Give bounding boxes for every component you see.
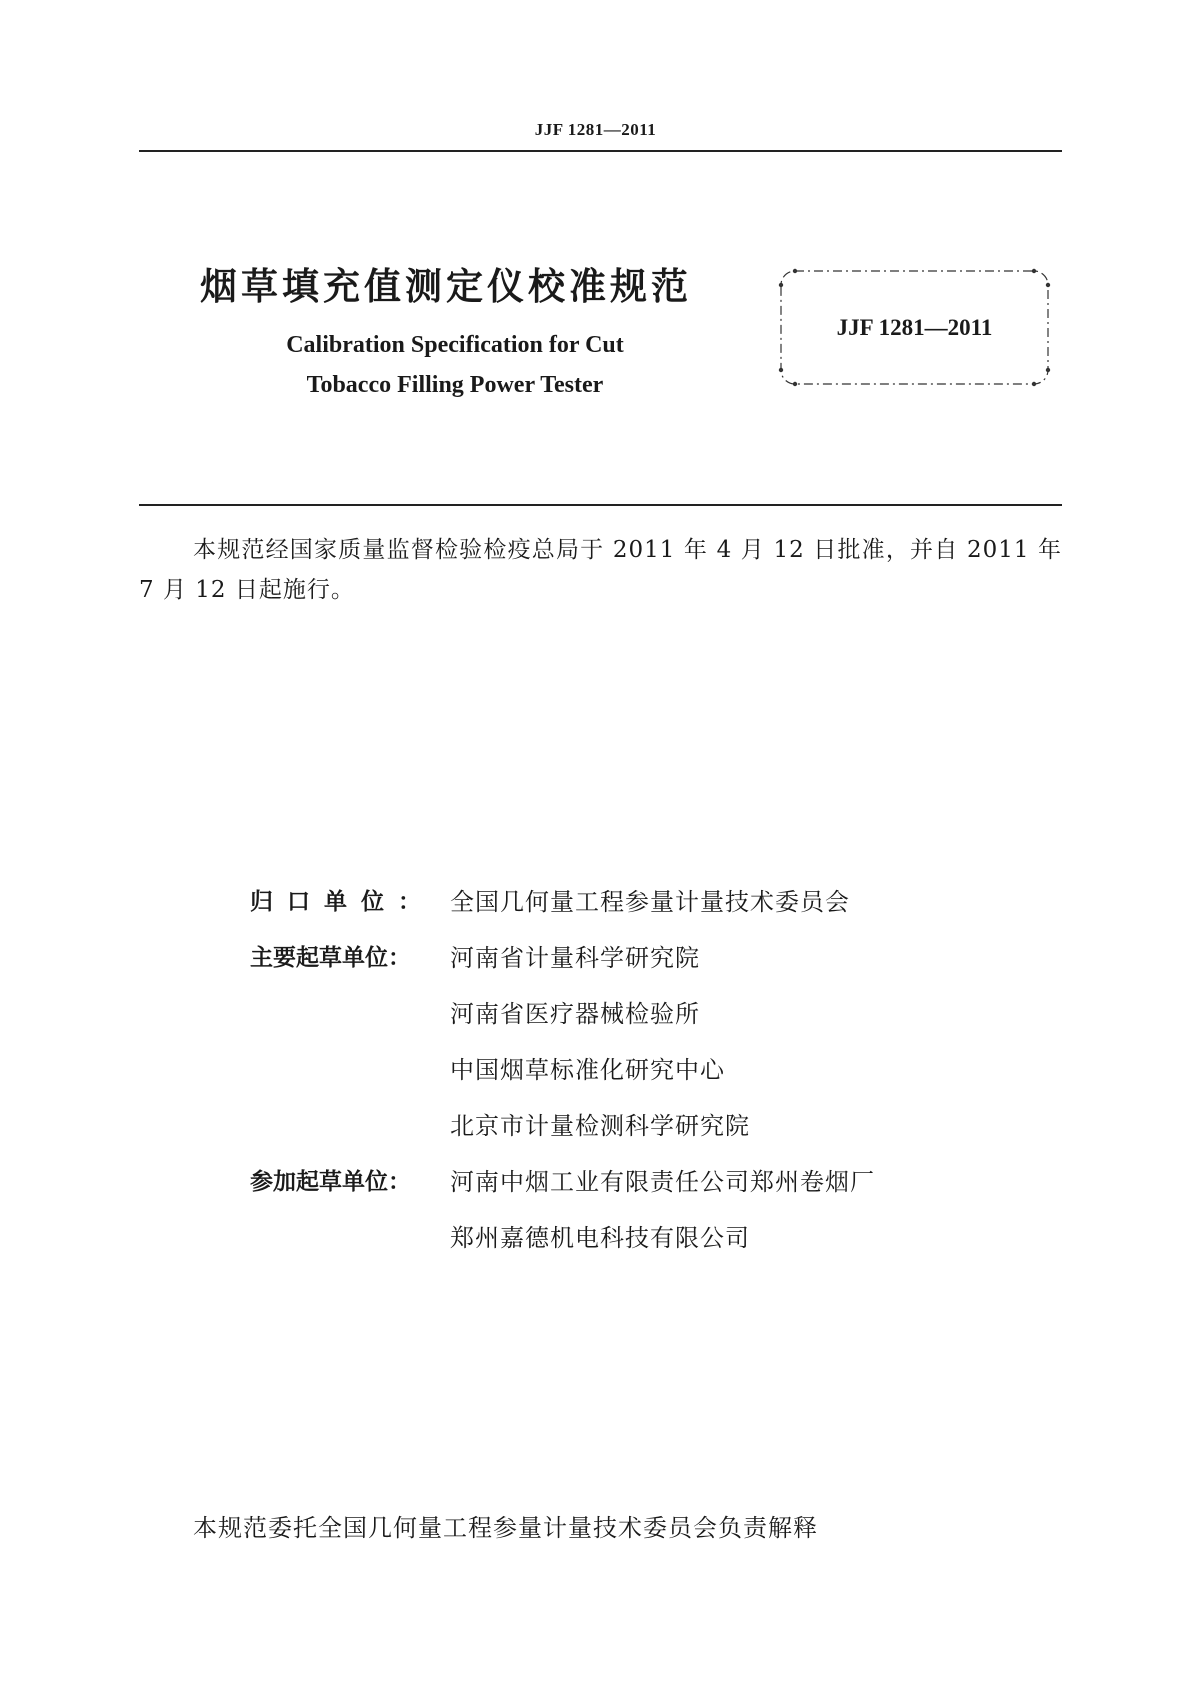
org-value-participating-1: 河南中烟工业有限责任公司郑州卷烟厂 xyxy=(450,1168,875,1196)
org-value-responsible: 全国几何量工程参量计量技术委员会 xyxy=(450,888,850,916)
title-chinese: 烟草填充值测定仪校准规范 xyxy=(200,265,692,308)
title-english-line-2: Tobacco Filling Power Tester xyxy=(306,372,604,398)
org-value-main-drafting-1: 河南省计量科学研究院 xyxy=(450,944,700,972)
org-label-main-drafting: 主要起草单位： xyxy=(250,945,411,971)
interpretation-note: 本规范委托全国几何量工程参量计量技术委员会负责解释 xyxy=(193,1514,818,1542)
approval-statement: 本规范经国家质量监督检验检疫总局于 2011 年 4 月 12 日批准，并自 2011 年 7 月 12 日起施行。 xyxy=(139,537,1062,603)
section-divider xyxy=(139,504,1062,506)
header-divider xyxy=(139,150,1062,152)
org-label-participating: 参加起草单位： xyxy=(250,1169,411,1195)
org-value-main-drafting-4: 北京市计量检测科学研究院 xyxy=(450,1112,750,1140)
standard-code-box xyxy=(775,265,1054,390)
standard-code-text: JJF 1281—2011 xyxy=(836,315,993,340)
org-value-main-drafting-2: 河南省医疗器械检验所 xyxy=(450,1000,700,1028)
org-value-participating-2: 郑州嘉德机电科技有限公司 xyxy=(450,1224,750,1252)
org-label-responsible: 归口单位： xyxy=(250,889,435,915)
title-english xyxy=(200,325,710,405)
org-value-main-drafting-3: 中国烟草标准化研究中心 xyxy=(450,1056,725,1084)
header-standard-code: JJF 1281—2011 xyxy=(534,120,657,139)
title-english-line-1: Calibration Specification for Cut xyxy=(286,332,624,358)
